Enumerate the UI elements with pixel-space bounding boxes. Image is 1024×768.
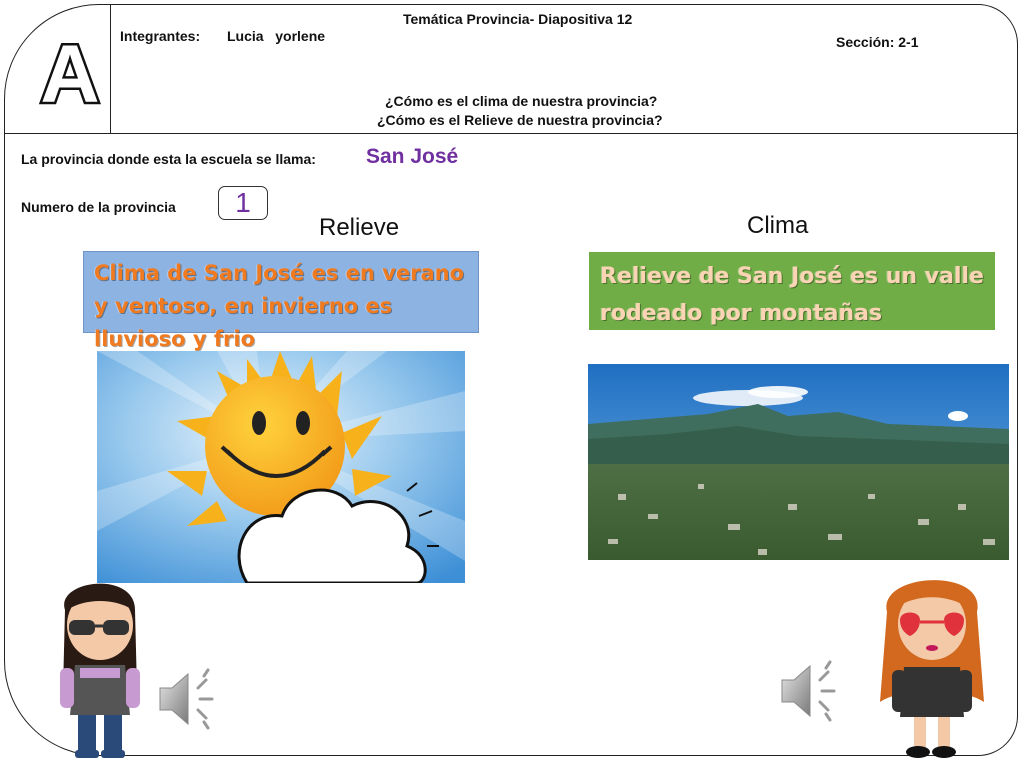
relieve-callout-text: Relieve de San José es un valle rodeado por montañas xyxy=(600,264,984,326)
logo-divider xyxy=(110,4,111,134)
province-number-box: 1 xyxy=(218,186,268,220)
question-relieve: ¿Cómo es el Relieve de nuestra provincia? xyxy=(377,112,663,128)
clima-callout-text: Clima de San José es en verano y ventoso, en invierno es lluvioso y frio xyxy=(94,261,465,351)
girl-character-left xyxy=(45,570,155,760)
slide-title: Temática Provincia- Diapositiva 12 xyxy=(403,11,633,27)
question-clima: ¿Cómo es el clima de nuestra provincia? xyxy=(385,93,658,109)
integrantes-names: Lucia yorlene xyxy=(227,28,326,44)
letter-a-logo xyxy=(30,28,110,118)
province-label: La provincia donde esta la escuela se llama: xyxy=(21,151,316,167)
valley-landscape-image xyxy=(588,364,1009,560)
speaker-icon-left[interactable] xyxy=(158,668,224,730)
letter-a-text: A xyxy=(40,29,100,118)
province-number-label: Numero de la provincia xyxy=(21,199,176,215)
heading-clima: Clima xyxy=(747,212,809,239)
heading-relieve: Relieve xyxy=(319,214,400,241)
sun-cloud-image xyxy=(97,351,465,583)
section-label: Sección: 2-1 xyxy=(836,34,919,50)
girl-character-right xyxy=(872,562,992,762)
speaker-icon-right[interactable] xyxy=(780,660,846,722)
province-name: San José xyxy=(366,145,459,168)
integrantes-label: Integrantes: xyxy=(120,28,201,44)
header-divider xyxy=(4,133,1018,134)
